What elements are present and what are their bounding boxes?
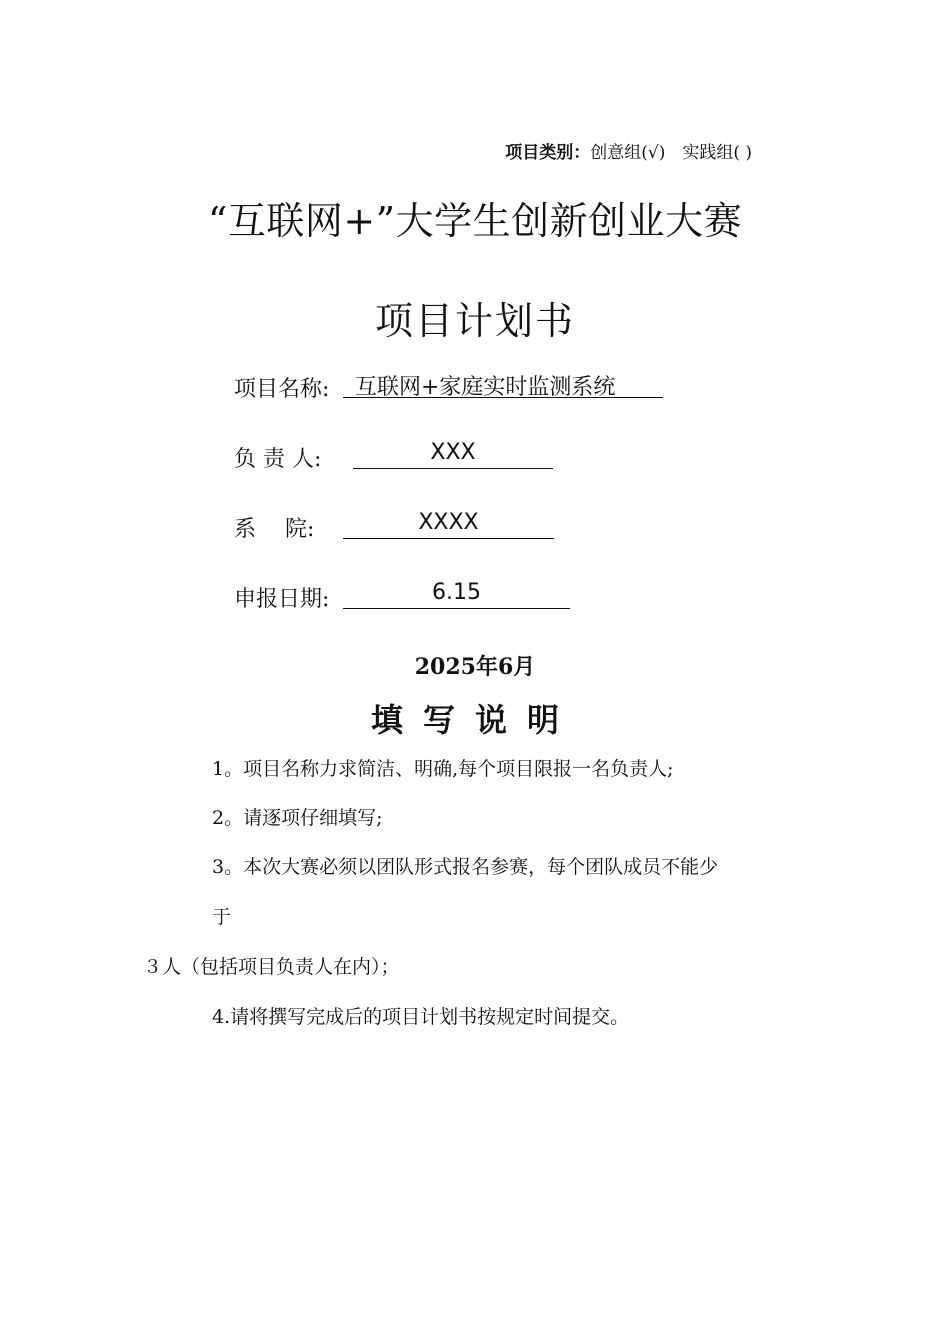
leader-value: XXX: [353, 440, 553, 469]
department-label: 系 院:: [234, 517, 315, 542]
leader-label: 负 责 人:: [234, 447, 322, 472]
instruction-item: 于: [212, 906, 232, 928]
department-value: XXXX: [343, 510, 554, 539]
project-name-label: 项目名称:: [234, 377, 330, 402]
instruction-item: 2。请逐项仔细填写;: [212, 807, 383, 829]
instruction-item: 4.请将撰写完成后的项目计划书按规定时间提交。: [212, 1006, 630, 1028]
apply-date-label: 申报日期:: [234, 587, 330, 612]
submission-month: 2025年6月: [414, 654, 536, 680]
project-name-value: 互联网+家庭实时监测系统: [343, 370, 663, 398]
contest-title: “互联网+”大学生创新创业大赛: [207, 199, 743, 243]
instruction-item: 3。本次大赛必须以团队形式报名参赛，每个团队成员不能少: [212, 856, 719, 878]
instruction-item: 1。项目名称力求简洁、明确,每个项目限报一名负责人;: [212, 758, 674, 780]
instructions-title: 填写说明: [370, 701, 579, 739]
document-title: 项目计划书: [374, 299, 575, 343]
project-category: [505, 138, 752, 163]
category-label: 项目类别：: [505, 143, 591, 163]
instruction-item: ３人（包括项目负责人在内）；: [143, 956, 400, 978]
apply-date-value: 6.15: [343, 580, 570, 609]
category-options: 创意组(√) 实践组( ): [590, 143, 752, 163]
